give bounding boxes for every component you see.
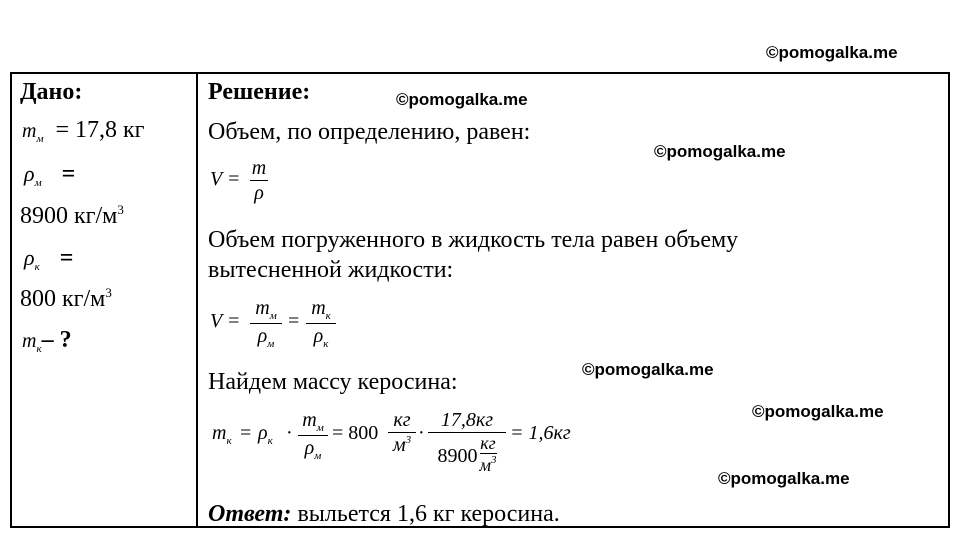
given-density-kerosene-value: 800 $кг/м^3$ (20, 285, 112, 312)
given-density-metal-symbol: $\rho_м$ = (24, 161, 76, 189)
solution-header: Решение: (208, 79, 311, 105)
solution-line-4: Найдем массу керосина: (208, 369, 458, 395)
solution-line-2: Объем погруженного в жидкость тела равен объему (208, 227, 739, 253)
given-density-kerosene-symbol: $\rho_к$ = (24, 245, 74, 273)
watermark: ©pomogalka.me (718, 469, 850, 488)
given-density-metal-value: 8900 $кг/м^3$ (20, 202, 124, 229)
given-unknown: $m_к-$ ? (22, 327, 72, 355)
solution-line-3: вытесненной жидкости: (208, 257, 454, 283)
given-header: Дано: (20, 79, 83, 105)
watermark: ©pomogalka.me (396, 90, 528, 109)
watermark: ©pomogalka.me (654, 142, 786, 161)
given-mass-metal: $m_м = 17,8$ кг (22, 117, 145, 145)
answer-line: Ответ: выльется 1,6 кг керосина. (208, 501, 560, 527)
column-divider (196, 72, 198, 528)
watermark: ©pomogalka.me (752, 402, 884, 421)
watermark: ©pomogalka.me (582, 360, 714, 379)
watermark: ©pomogalka.me (766, 43, 898, 62)
solution-line-1: Объем, по определению, равен: (208, 119, 531, 145)
